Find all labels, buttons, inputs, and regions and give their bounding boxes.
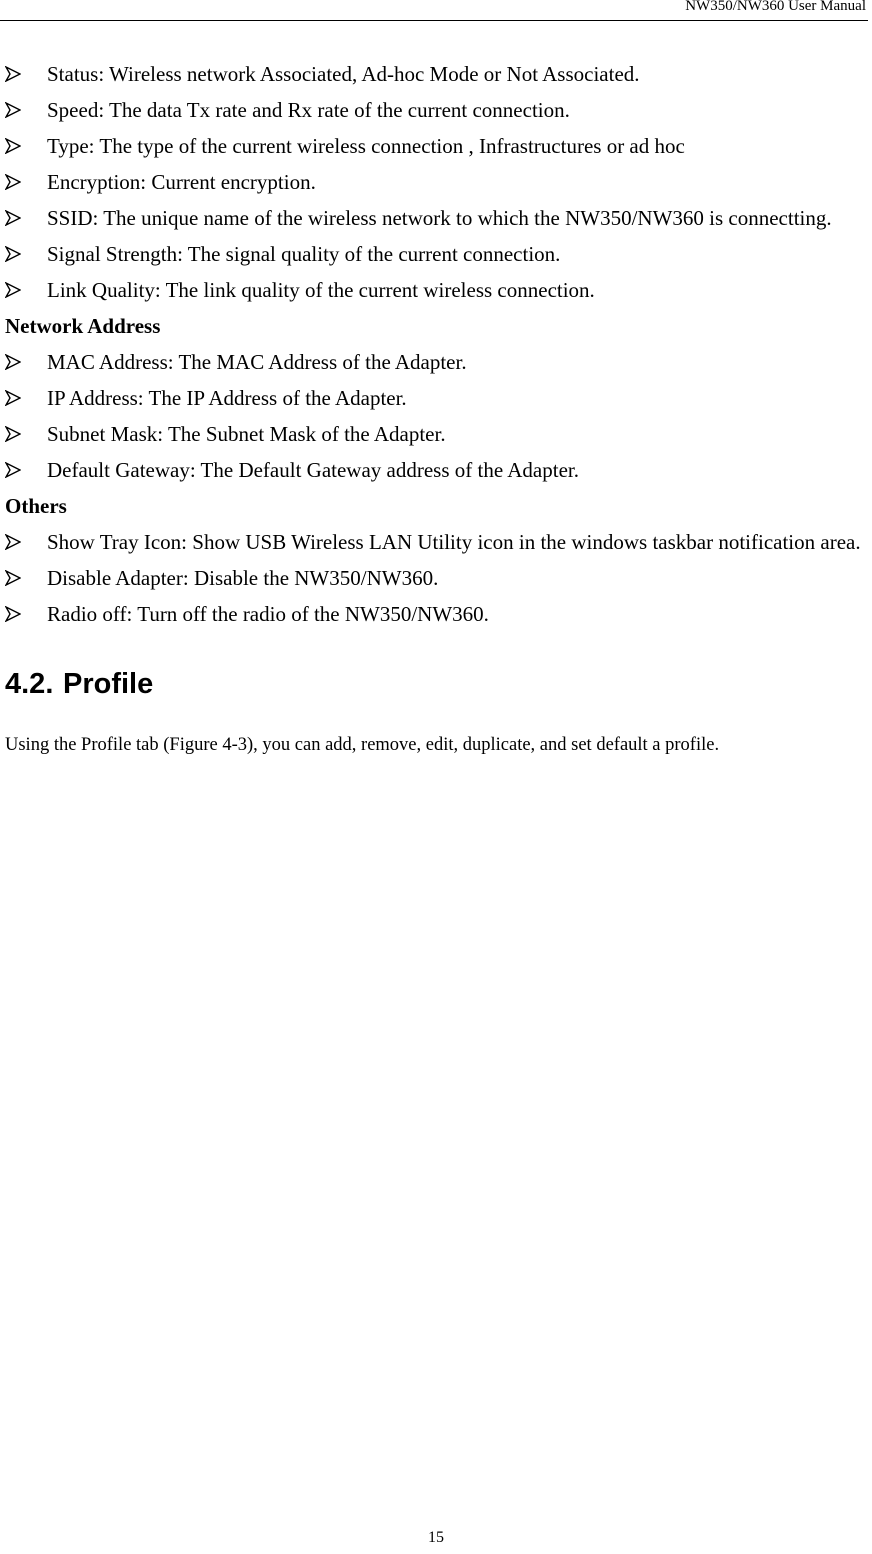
list-item	[5, 92, 865, 128]
arrowhead-bullet-icon	[5, 344, 25, 380]
list-item	[5, 416, 865, 452]
arrowhead-bullet-icon	[5, 416, 25, 452]
list-item-text: IP Address: The IP Address of the Adapter.	[47, 386, 407, 410]
arrowhead-bullet-icon	[5, 200, 25, 236]
page-number: 15	[428, 1529, 444, 1546]
list-item	[5, 380, 865, 416]
section-number: 4.2.	[5, 668, 54, 700]
arrowhead-bullet-icon	[5, 596, 25, 632]
list-item-text: Default Gateway: The Default Gateway address of the Adapter.	[47, 458, 579, 482]
page-content	[5, 56, 865, 764]
arrowhead-bullet-icon	[5, 452, 25, 488]
list-item-text: Subnet Mask: The Subnet Mask of the Adapter.	[47, 422, 446, 446]
others-list	[5, 524, 865, 632]
arrowhead-bullet-icon	[5, 236, 25, 272]
list-item	[5, 200, 865, 236]
list-item	[5, 452, 865, 488]
status-list	[5, 56, 865, 308]
list-item-text: Encryption: Current encryption.	[47, 170, 316, 194]
list-item-text: MAC Address: The MAC Address of the Adapter.	[47, 350, 467, 374]
list-item	[5, 128, 865, 164]
list-item	[5, 56, 865, 92]
network-address-list	[5, 344, 865, 488]
list-item	[5, 560, 865, 596]
list-item	[5, 344, 865, 380]
list-item-text: Speed: The data Tx rate and Rx rate of the current connection.	[47, 98, 570, 122]
list-item	[5, 524, 865, 560]
arrowhead-bullet-icon	[5, 56, 25, 92]
arrowhead-bullet-icon	[5, 92, 25, 128]
list-item	[5, 596, 865, 632]
section-heading	[5, 666, 865, 702]
list-item-text: Disable Adapter: Disable the NW350/NW360.	[47, 566, 439, 590]
arrowhead-bullet-icon	[5, 128, 25, 164]
others-heading: Others	[5, 494, 67, 518]
arrowhead-bullet-icon	[5, 272, 25, 308]
list-item-text: Show Tray Icon: Show USB Wireless LAN Utility icon in the windows taskbar notification area.	[47, 530, 861, 554]
section-paragraph: Using the Profile tab (Figure 4-3), you can add, remove, edit, duplicate, and set default a profile.	[5, 735, 720, 755]
list-item-text: Status: Wireless network Associated, Ad-hoc Mode or Not Associated.	[47, 62, 640, 86]
list-item	[5, 272, 865, 308]
arrowhead-bullet-icon	[5, 380, 25, 416]
section-title: Profile	[63, 668, 154, 700]
arrowhead-bullet-icon	[5, 524, 25, 560]
list-item	[5, 164, 865, 200]
manual-title: NW350/NW360 User Manual	[685, 0, 866, 14]
arrowhead-bullet-icon	[5, 164, 25, 200]
list-item-text: Radio off: Turn off the radio of the NW350/NW360.	[47, 602, 489, 626]
list-item	[5, 236, 865, 272]
list-item-text: Signal Strength: The signal quality of the current connection.	[47, 242, 561, 266]
network-address-heading: Network Address	[5, 314, 161, 338]
page-header	[0, 0, 868, 21]
list-item-text: Link Quality: The link quality of the current wireless connection.	[47, 278, 595, 302]
arrowhead-bullet-icon	[5, 560, 25, 596]
list-item-text: Type: The type of the current wireless connection , Infrastructures or ad hoc	[47, 134, 685, 158]
list-item-text: SSID: The unique name of the wireless network to which the NW350/NW360 is connectting.	[47, 206, 832, 230]
